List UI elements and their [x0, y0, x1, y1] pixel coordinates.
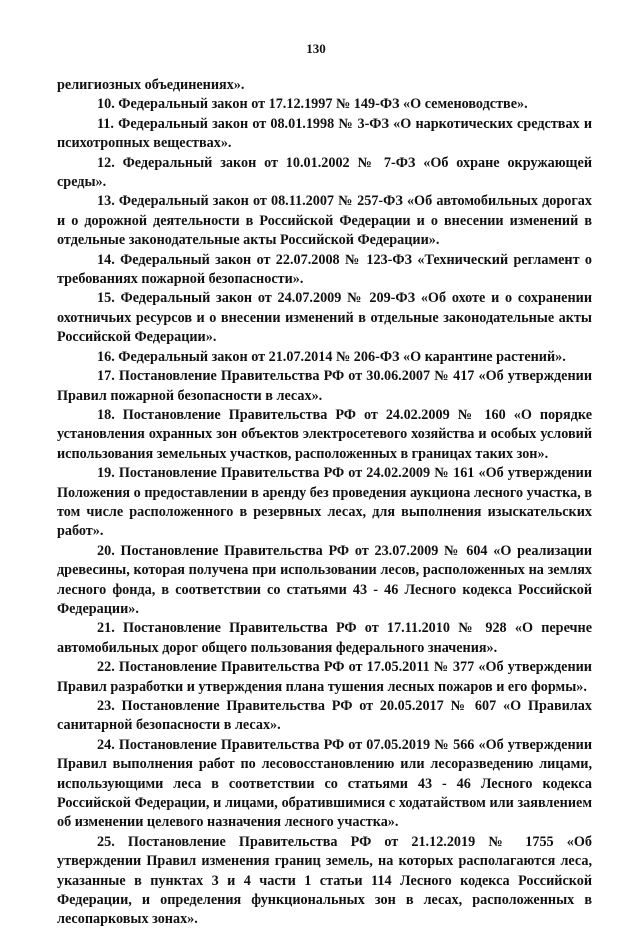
- list-item-22: 22. Постановление Правительства РФ от 17.05.2011 № 377 «Об утверждении Правил разработки и утверждения плана тушения лесных пожаров и его формы».: [57, 659, 592, 695]
- paragraph-continuation: религиозных объединениях».: [57, 77, 245, 93]
- page-number: 130: [306, 41, 326, 56]
- list-item-16: 16. Федеральный закон от 21.07.2014 № 206-ФЗ «О карантине растений».: [97, 348, 566, 365]
- list-item-20: 20. Постановление Правительства РФ от 23.07.2009 № 604 «О реализации древесины, которая получена при использовании лесов, расположенных на землях лесного фонда, в соответствии со статьями 43 - 46 Лесного кодекса Российской Федерации».: [57, 542, 592, 617]
- list-item-14: 14. Федеральный закон от 22.07.2008 № 123-ФЗ «Технический регламент о требованиях пожарной безопасности».: [57, 251, 592, 288]
- document-body: [57, 76, 592, 930]
- list-item-21: 21. Постановление Правительства РФ от 17.11.2010 № 928 «О перечне автомобильных дорог общего пользования федерального значения».: [57, 620, 592, 656]
- list-item-17: 17. Постановление Правительства РФ от 30.06.2007 № 417 «Об утверждении Правил пожарной безопасности в лесах».: [57, 368, 592, 404]
- list-item-24: 24. Постановление Правительства РФ от 07.05.2019 № 566 «Об утверждении Правил выполнения работ по лесовосстановлению или лесоразведению лицами, использующими леса в соответствии со статьями 43 - 46 Лесного кодекса Российской Федерации, и лицами, обратившимися с ходатайством или заявлением об изменении целевого назначения лесного участка».: [57, 736, 592, 831]
- list-item-19: 19. Постановление Правительства РФ от 24.02.2009 № 161 «Об утверждении Положения о предоставлении в аренду без проведения аукциона лесного участка, в том числе расположенного в резервных лесах, для выполнения изыскательских работ».: [57, 465, 592, 540]
- list-item-15: 15. Федеральный закон от 24.07.2009 № 209-ФЗ «Об охоте и о сохранении охотничьих ресурсов и о внесении изменений в отдельные законодательные акты Российской Федерации».: [57, 290, 592, 346]
- list-item-11: 11. Федеральный закон от 08.01.1998 № 3-ФЗ «О наркотических средствах и психотропных веществах».: [57, 115, 592, 152]
- list-item-18: 18. Постановление Правительства РФ от 24.02.2009 № 160 «О порядке установления охранных зон объектов электросетевого хозяйства и особых условий использования земельных участков, расположенных в границах таких зон».: [57, 406, 592, 462]
- list-item-10: 10. Федеральный закон от 17.12.1997 № 149-ФЗ «О семеноводстве».: [97, 96, 528, 113]
- list-item-12: 12. Федеральный закон от 10.01.2002 № 7-ФЗ «Об охране окружающей среды».: [57, 154, 592, 191]
- list-item-13: 13. Федеральный закон от 08.11.2007 № 257-ФЗ «Об автомобильных дорогах и о дорожной деятельности в Российской Федерации и о внесении изменений в отдельные законодательные акты Российской Федерации».: [57, 193, 592, 249]
- list-item-25: 25. Постановление Правительства РФ от 21.12.2019 № 1755 «Об утверждении Правил изменения границ земель, на которых располагаются леса, указанные в пунктах 3 и 4 части 1 статьи 114 Лесного кодекса Российской Федерации, и определения функциональных зон в лесах, расположенных в лесопарковых зонах».: [57, 833, 592, 928]
- list-item-23: 23. Постановление Правительства РФ от 20.05.2017 № 607 «О Правилах санитарной безопасности в лесах».: [57, 698, 592, 734]
